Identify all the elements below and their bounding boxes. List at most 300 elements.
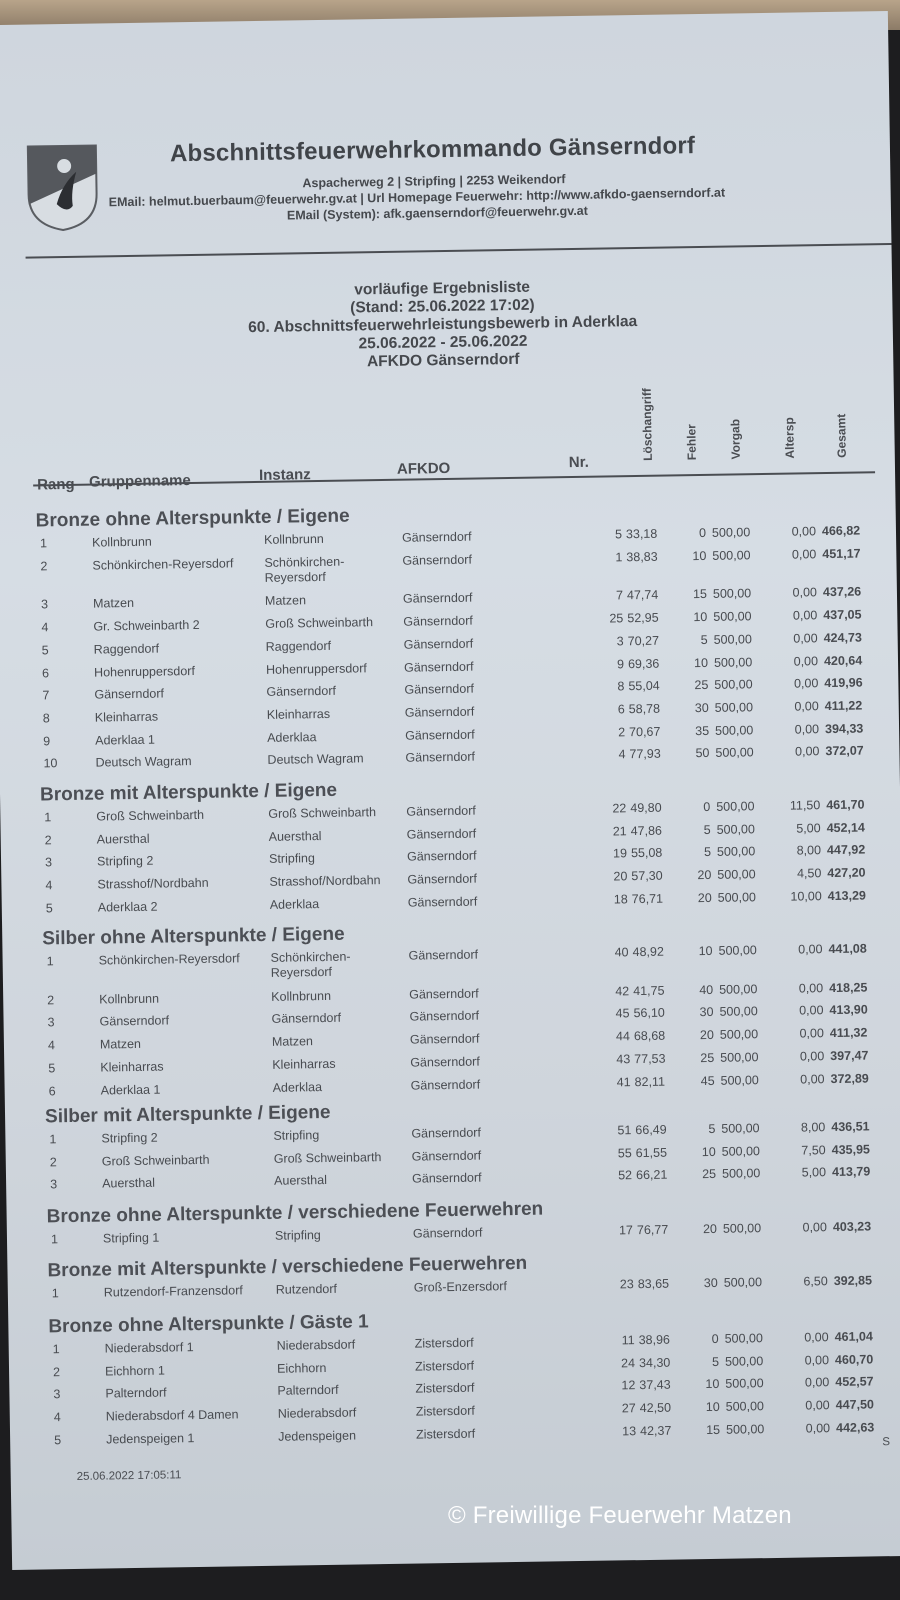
cell-altersp: 10,00 bbox=[790, 888, 822, 904]
cell-loeschangriff: 68,68 bbox=[633, 1028, 666, 1044]
cell-loeschangriff: 82,11 bbox=[634, 1074, 666, 1089]
cell-instanz: Kollnbrunn bbox=[271, 988, 332, 1004]
cell-instanz-line1: Schönkirchen- bbox=[270, 949, 351, 965]
cell-instanz: Aderklaa bbox=[267, 729, 317, 745]
cell-instanz: Gänserndorf bbox=[266, 683, 337, 700]
cell-gesamt: 447,50 bbox=[835, 1397, 875, 1413]
cell-nr: 44 bbox=[615, 1029, 630, 1044]
cell-gesamt: 413,90 bbox=[829, 1002, 868, 1018]
cell-altersp: 0,00 bbox=[800, 1071, 825, 1087]
cell-afkdo: Gänserndorf bbox=[403, 613, 473, 629]
cell-nr: 12 bbox=[621, 1378, 636, 1393]
cell-instanz: Groß Schweinbarth bbox=[273, 1149, 382, 1166]
cell-altersp: 0,00 bbox=[791, 524, 817, 539]
cell-altersp: 5,00 bbox=[796, 820, 821, 836]
cell-altersp: 0,00 bbox=[791, 546, 817, 562]
cell-fehler: 30 bbox=[699, 1005, 714, 1020]
cell-loeschangriff: 83,65 bbox=[637, 1276, 670, 1292]
cell-rang: 6 bbox=[48, 1083, 56, 1098]
cell-vorgab: 500,00 bbox=[718, 943, 757, 958]
cell-afkdo: Zistersdorf bbox=[414, 1335, 474, 1351]
cell-altersp: 0,00 bbox=[804, 1330, 829, 1345]
cell-vorgab: 500,00 bbox=[717, 867, 756, 882]
cell-instanz: Stripfing bbox=[268, 851, 316, 867]
cell-rang: 3 bbox=[50, 1177, 58, 1192]
cell-loeschangriff: 33,18 bbox=[625, 526, 658, 542]
cell-vorgab: 500,00 bbox=[714, 722, 754, 738]
cell-rang: 5 bbox=[54, 1432, 62, 1448]
cell-loeschangriff: 38,96 bbox=[638, 1332, 671, 1348]
cell-fehler: 20 bbox=[699, 1027, 714, 1043]
cell-vorgab: 500,00 bbox=[721, 1121, 760, 1136]
cell-instanz: Niederabsdorf bbox=[277, 1405, 357, 1421]
cell-gesamt: 452,14 bbox=[826, 820, 865, 835]
cell-instanz: Rutzendorf bbox=[275, 1281, 338, 1297]
cell-loeschangriff: 61,55 bbox=[635, 1145, 668, 1160]
results-heading: vorläufige Ergebnisliste bbox=[354, 278, 531, 299]
cell-altersp: 0,00 bbox=[799, 1026, 824, 1041]
cell-fehler: 15 bbox=[692, 587, 708, 602]
cell-altersp: 0,00 bbox=[793, 653, 819, 669]
column-header-nr: Nr. bbox=[568, 453, 590, 472]
cell-loeschangriff: 48,92 bbox=[632, 944, 664, 960]
cell-loeschangriff: 38,83 bbox=[626, 549, 658, 564]
cell-vorgab: 500,00 bbox=[725, 1399, 765, 1414]
cell-instanz: Aderklaa bbox=[269, 896, 320, 912]
cell-gruppenname: Gänserndorf bbox=[94, 686, 165, 702]
cell-loeschangriff: 56,10 bbox=[633, 1006, 665, 1021]
cell-altersp: 0,00 bbox=[794, 721, 820, 737]
header-divider bbox=[26, 243, 892, 259]
cell-vorgab: 500,00 bbox=[716, 844, 756, 860]
cell-fehler: 10 bbox=[705, 1399, 720, 1415]
cell-nr: 40 bbox=[614, 945, 629, 960]
cell-loeschangriff: 41,75 bbox=[633, 983, 665, 998]
cell-gruppenname: Niederabsdorf 4 Damen bbox=[105, 1407, 239, 1424]
cell-gesamt: 403,23 bbox=[832, 1219, 872, 1235]
cell-nr: 42 bbox=[615, 983, 630, 999]
cell-afkdo: Gänserndorf bbox=[412, 1225, 483, 1241]
cell-gruppenname: Kollnbrunn bbox=[99, 991, 160, 1007]
cell-instanz: Matzen bbox=[271, 1034, 314, 1049]
cell-nr: 52 bbox=[618, 1168, 633, 1183]
cell-gesamt: 447,92 bbox=[826, 842, 866, 858]
cell-loeschangriff: 37,43 bbox=[639, 1377, 671, 1393]
cell-altersp: 0,00 bbox=[804, 1375, 830, 1390]
cell-rang: 3 bbox=[53, 1387, 61, 1402]
cell-instanz: Stripfing bbox=[274, 1228, 321, 1243]
cell-nr: 2 bbox=[618, 724, 626, 739]
cell-nr: 9 bbox=[616, 656, 625, 671]
cell-nr: 4 bbox=[618, 747, 626, 762]
section-heading: Silber ohne Alterspunkte / Eigene bbox=[42, 923, 345, 950]
cell-nr: 19 bbox=[612, 846, 628, 861]
cell-fehler: 10 bbox=[693, 610, 708, 625]
cell-instanz: Kleinharras bbox=[272, 1056, 336, 1072]
cell-nr: 13 bbox=[622, 1423, 637, 1439]
cell-gruppenname: Stripfing 2 bbox=[101, 1130, 158, 1146]
cell-gesamt: 418,25 bbox=[829, 980, 868, 995]
cell-gesamt: 411,32 bbox=[829, 1025, 868, 1041]
cell-gesamt: 413,29 bbox=[827, 888, 867, 903]
cell-altersp: 0,00 bbox=[794, 699, 819, 714]
cell-rang: 8 bbox=[42, 711, 50, 726]
cell-altersp: 6,50 bbox=[803, 1274, 828, 1289]
cell-altersp: 0,00 bbox=[805, 1420, 831, 1436]
cell-afkdo: Gänserndorf bbox=[410, 1077, 481, 1093]
cell-afkdo: Gänserndorf bbox=[405, 749, 476, 765]
cell-vorgab: 500,00 bbox=[715, 745, 754, 761]
cell-altersp: 8,00 bbox=[800, 1120, 826, 1135]
cell-afkdo: Gänserndorf bbox=[407, 871, 477, 887]
cell-vorgab: 500,00 bbox=[721, 1143, 761, 1159]
cell-gesamt: 461,04 bbox=[834, 1329, 873, 1345]
column-header-gruppenname: Gruppenname bbox=[88, 472, 191, 491]
cell-fehler: 20 bbox=[702, 1221, 718, 1237]
cell-vorgab: 500,00 bbox=[725, 1421, 765, 1437]
cell-loeschangriff: 47,74 bbox=[626, 588, 659, 603]
cell-fehler: 25 bbox=[702, 1167, 717, 1182]
cell-nr: 55 bbox=[617, 1145, 632, 1161]
cell-afkdo: Gänserndorf bbox=[406, 826, 477, 842]
cell-vorgab: 500,00 bbox=[719, 981, 758, 997]
cell-vorgab: 500,00 bbox=[711, 525, 751, 540]
cell-rang: 3 bbox=[47, 1015, 55, 1030]
cell-vorgab: 500,00 bbox=[720, 1049, 759, 1065]
cell-nr: 11 bbox=[621, 1333, 635, 1348]
cell-loeschangriff: 55,04 bbox=[628, 678, 660, 694]
cell-nr: 27 bbox=[621, 1401, 636, 1416]
cell-afkdo: Zistersdorf bbox=[415, 1403, 475, 1419]
cell-gesamt: 466,82 bbox=[821, 523, 861, 539]
cell-nr: 25 bbox=[609, 611, 624, 626]
cell-rang: 1 bbox=[46, 954, 54, 969]
cell-afkdo: Gänserndorf bbox=[401, 529, 472, 545]
cell-gruppenname: Matzen bbox=[99, 1036, 142, 1052]
cell-vorgab: 500,00 bbox=[719, 1027, 759, 1042]
cell-vorgab: 500,00 bbox=[724, 1353, 764, 1369]
cell-rang: 3 bbox=[40, 597, 49, 612]
cell-rang: 1 bbox=[50, 1232, 59, 1247]
cell-gruppenname: Eichhorn 1 bbox=[104, 1363, 165, 1379]
cell-gesamt: 461,70 bbox=[826, 797, 865, 813]
section-heading: Bronze ohne Alterspunkte / verschiedene Feuerwehren bbox=[46, 1198, 544, 1228]
cell-gruppenname: Aderklaa 1 bbox=[100, 1082, 161, 1098]
cell-rang: 5 bbox=[41, 643, 49, 658]
cell-fehler: 25 bbox=[700, 1050, 715, 1065]
cell-afkdo: Gänserndorf bbox=[409, 1008, 480, 1025]
cell-loeschangriff: 77,53 bbox=[634, 1051, 666, 1066]
cell-altersp: 0,00 bbox=[802, 1220, 828, 1235]
cell-rang: 1 bbox=[39, 536, 48, 551]
cell-loeschangriff: 76,77 bbox=[636, 1222, 669, 1238]
cell-nr: 43 bbox=[616, 1051, 631, 1067]
cell-nr: 7 bbox=[615, 588, 624, 603]
print-timestamp: 25.06.2022 17:05:11 bbox=[76, 1469, 182, 1483]
cell-nr: 1 bbox=[615, 549, 623, 565]
cell-loeschangriff: 42,37 bbox=[639, 1423, 672, 1438]
cell-instanz-line1: Schönkirchen- bbox=[264, 554, 345, 570]
cell-afkdo: Zistersdorf bbox=[415, 1381, 475, 1397]
cell-afkdo: Gänserndorf bbox=[406, 848, 477, 865]
cell-gesamt: 437,26 bbox=[822, 584, 862, 600]
cell-vorgab: 500,00 bbox=[716, 799, 755, 814]
cell-vorgab: 500,00 bbox=[712, 547, 751, 563]
cell-instanz: Groß Schweinbarth bbox=[268, 805, 377, 821]
cell-gruppenname: Schönkirchen-Reyersdorf bbox=[92, 556, 234, 573]
cell-loeschangriff: 49,80 bbox=[630, 800, 662, 816]
cell-loeschangriff: 34,30 bbox=[638, 1355, 671, 1370]
cell-instanz: Niederabsdorf bbox=[276, 1337, 356, 1353]
cell-fehler: 20 bbox=[697, 890, 712, 905]
cell-loeschangriff: 69,36 bbox=[627, 656, 660, 671]
cell-nr: 22 bbox=[612, 801, 627, 816]
cell-fehler: 10 bbox=[701, 1144, 716, 1159]
cell-instanz bbox=[270, 950, 350, 981]
cell-altersp: 0,00 bbox=[792, 585, 818, 600]
cell-gesamt: 441,08 bbox=[828, 941, 867, 957]
cell-afkdo: Gänserndorf bbox=[405, 727, 475, 743]
cell-gruppenname: Niederabsdorf 1 bbox=[104, 1340, 194, 1356]
column-header-instanz: Instanz bbox=[258, 466, 311, 484]
cell-instanz: Auersthal bbox=[274, 1173, 328, 1189]
cell-rang: 3 bbox=[44, 855, 53, 870]
cell-vorgab: 500,00 bbox=[719, 1004, 758, 1020]
cell-gruppenname: Palterndorf bbox=[105, 1385, 167, 1401]
cell-afkdo: Gänserndorf bbox=[411, 1125, 481, 1141]
cell-instanz: Palterndorf bbox=[277, 1383, 339, 1399]
cell-nr: 51 bbox=[617, 1123, 632, 1138]
cell-nr: 8 bbox=[617, 679, 625, 694]
cell-vorgab: 500,00 bbox=[723, 1275, 763, 1290]
cell-afkdo: Groß-Enzersdorf bbox=[413, 1279, 507, 1295]
cell-gruppenname: Aderklaa 1 bbox=[95, 732, 156, 748]
cell-vorgab: 500,00 bbox=[714, 677, 753, 693]
cell-rang: 2 bbox=[47, 992, 55, 1008]
cell-instanz: Stripfing bbox=[273, 1128, 320, 1143]
cell-afkdo: Gänserndorf bbox=[407, 894, 478, 910]
section-heading: Bronze mit Alterspunkte / Eigene bbox=[39, 779, 338, 806]
cell-altersp: 0,00 bbox=[794, 744, 820, 759]
cell-afkdo: Gänserndorf bbox=[402, 591, 473, 607]
cell-afkdo: Gänserndorf bbox=[403, 659, 474, 675]
cell-fehler: 10 bbox=[698, 943, 713, 959]
cell-altersp: 0,00 bbox=[805, 1398, 830, 1413]
cell-instanz-line2: Reyersdorf bbox=[270, 964, 333, 980]
results-timestamp: (Stand: 25.06.2022 17:02) bbox=[350, 296, 535, 317]
cell-fehler: 0 bbox=[698, 525, 707, 541]
cell-afkdo: Zistersdorf bbox=[415, 1426, 476, 1442]
cell-altersp: 0,00 bbox=[798, 942, 823, 957]
cell-afkdo: Zistersdorf bbox=[414, 1358, 475, 1374]
cell-instanz: Jedenspeigen bbox=[278, 1428, 357, 1444]
cell-gruppenname: Gr. Schweinbarth 2 bbox=[93, 618, 200, 634]
cell-gruppenname: Kollnbrunn bbox=[91, 534, 152, 550]
page-marker: S bbox=[882, 1436, 891, 1449]
cell-gesamt: 435,95 bbox=[831, 1142, 871, 1157]
cell-afkdo: Gänserndorf bbox=[411, 1170, 482, 1187]
cell-fehler: 5 bbox=[703, 845, 712, 860]
cell-gesamt: 420,64 bbox=[823, 653, 863, 668]
cell-gruppenname: Matzen bbox=[92, 596, 135, 611]
cell-vorgab: 500,00 bbox=[721, 1166, 761, 1182]
cell-fehler: 45 bbox=[700, 1073, 715, 1088]
cell-vorgab: 500,00 bbox=[713, 609, 752, 624]
cell-gruppenname: Groß Schweinbarth bbox=[101, 1152, 210, 1169]
cell-rang: 1 bbox=[44, 810, 52, 825]
cell-gruppenname: Kleinharras bbox=[100, 1059, 164, 1075]
organization-system-email: EMail (System): afk.gaenserndorf@feuerwehr.gv.at bbox=[286, 203, 588, 223]
cell-fehler: 30 bbox=[703, 1275, 718, 1291]
cell-fehler: 40 bbox=[699, 982, 714, 997]
cell-rang: 4 bbox=[45, 878, 53, 893]
organization-email-line: EMail: helmut.buerbaum@feuerwehr.gv.at | Url Homepage Feuerwehr: http://www.afkdo-gaenserndorf.at bbox=[108, 185, 726, 210]
cell-afkdo: Gänserndorf bbox=[406, 803, 476, 819]
cell-vorgab: 500,00 bbox=[712, 586, 752, 602]
cell-altersp: 8,00 bbox=[796, 843, 822, 858]
cell-fehler: 15 bbox=[706, 1422, 721, 1437]
cell-instanz: Strasshof/Nordbahn bbox=[269, 873, 381, 889]
cell-gesamt: 419,96 bbox=[824, 675, 863, 691]
cell-vorgab: 500,00 bbox=[714, 700, 754, 715]
cell-rang: 2 bbox=[49, 1154, 57, 1170]
cell-gruppenname: Raggendorf bbox=[93, 641, 160, 657]
cell-rang: 4 bbox=[47, 1038, 56, 1053]
cell-fehler: 5 bbox=[711, 1354, 720, 1369]
cell-gruppenname: Auersthal bbox=[102, 1176, 156, 1191]
cell-altersp: 5,00 bbox=[801, 1165, 827, 1180]
cell-rang: 1 bbox=[51, 1286, 59, 1301]
cell-gesamt: 411,22 bbox=[824, 698, 863, 713]
cell-nr: 17 bbox=[618, 1223, 634, 1238]
cell-instanz: Eichhorn bbox=[276, 1360, 327, 1376]
cell-vorgab: 500,00 bbox=[720, 1072, 759, 1088]
cell-instanz: Hohenruppersdorf bbox=[265, 660, 367, 677]
cell-fehler: 10 bbox=[705, 1377, 720, 1392]
cell-fehler: 5 bbox=[708, 1121, 716, 1136]
column-header-vorgab: Vorgab bbox=[728, 418, 743, 460]
cell-rang: 5 bbox=[45, 901, 53, 916]
cell-loeschangriff: 52,95 bbox=[627, 610, 659, 626]
cell-fehler: 10 bbox=[692, 548, 707, 563]
cell-loeschangriff: 76,71 bbox=[631, 891, 664, 906]
cell-instanz bbox=[264, 554, 344, 585]
cell-gesamt: 437,05 bbox=[823, 607, 862, 623]
cell-gruppenname: Stripfing 2 bbox=[96, 854, 154, 869]
cell-rang: 2 bbox=[52, 1364, 61, 1379]
cell-gruppenname: Hohenruppersdorf bbox=[93, 663, 195, 680]
cell-fehler: 5 bbox=[700, 632, 708, 647]
cell-gruppenname: Jedenspeigen 1 bbox=[106, 1430, 195, 1447]
cell-afkdo: Gänserndorf bbox=[409, 1031, 480, 1047]
cell-altersp: 11,50 bbox=[789, 798, 821, 813]
cell-altersp: 0,00 bbox=[793, 676, 819, 691]
cell-afkdo: Gänserndorf bbox=[408, 947, 479, 963]
cell-instanz: Gänserndorf bbox=[271, 1011, 342, 1027]
cell-afkdo: Gänserndorf bbox=[409, 986, 479, 1002]
column-header-fehler: Fehler bbox=[684, 424, 699, 461]
cell-gruppenname: Aderklaa 2 bbox=[97, 899, 158, 915]
cell-vorgab: 500,00 bbox=[717, 890, 757, 905]
cell-gesamt: 442,63 bbox=[835, 1420, 875, 1435]
cell-gruppenname: Stripfing 1 bbox=[102, 1230, 160, 1246]
cell-altersp: 0,00 bbox=[804, 1352, 830, 1368]
cell-gesamt: 424,73 bbox=[823, 630, 862, 645]
cell-vorgab: 500,00 bbox=[716, 821, 755, 837]
competition-title: 60. Abschnittsfeuerwehrleistungsbewerb in Aderklaa bbox=[248, 313, 638, 337]
cell-altersp: 0,00 bbox=[792, 608, 818, 623]
cell-gesamt: 392,85 bbox=[833, 1273, 873, 1289]
cell-gesamt: 397,47 bbox=[830, 1048, 869, 1063]
cell-nr: 18 bbox=[613, 892, 628, 907]
cell-loeschangriff: 77,93 bbox=[629, 746, 661, 762]
section-heading: Bronze ohne Alterspunkte / Gäste 1 bbox=[48, 1311, 369, 1338]
copyright-watermark: © Freiwillige Feuerwehr Matzen bbox=[448, 1502, 792, 1529]
cell-instanz: Deutsch Wagram bbox=[267, 751, 364, 768]
column-header-rang: Rang bbox=[37, 475, 75, 494]
cell-gesamt: 460,70 bbox=[834, 1352, 874, 1367]
cell-instanz: Auersthal bbox=[268, 828, 322, 844]
cell-rang: 2 bbox=[40, 558, 48, 574]
cell-gruppenname: Deutsch Wagram bbox=[95, 754, 192, 770]
document-page bbox=[0, 11, 900, 1570]
cell-nr: 3 bbox=[616, 634, 624, 649]
cell-rang: 10 bbox=[43, 756, 58, 771]
cell-afkdo: Gänserndorf bbox=[411, 1148, 482, 1164]
cell-altersp: 0,00 bbox=[799, 1048, 825, 1064]
cell-nr: 6 bbox=[617, 702, 625, 717]
competition-organizer: AFKDO Gänserndorf bbox=[366, 350, 520, 371]
cell-loeschangriff: 70,27 bbox=[627, 633, 660, 648]
cell-fehler: 20 bbox=[697, 867, 712, 883]
cell-loeschangriff: 70,67 bbox=[628, 724, 661, 739]
cell-rang: 9 bbox=[43, 733, 51, 748]
cell-fehler: 25 bbox=[694, 678, 709, 693]
cell-altersp: 4,50 bbox=[796, 866, 822, 881]
cell-instanz: Kollnbrunn bbox=[263, 531, 324, 547]
cell-fehler: 5 bbox=[703, 822, 711, 837]
cell-rang: 4 bbox=[53, 1410, 61, 1425]
cell-gesamt: 427,20 bbox=[827, 865, 866, 881]
cell-nr: 20 bbox=[613, 869, 628, 884]
cell-fehler: 0 bbox=[711, 1331, 719, 1346]
cell-gesamt: 394,33 bbox=[824, 721, 864, 736]
cell-rang: 5 bbox=[48, 1061, 56, 1076]
cell-instanz: Kleinharras bbox=[266, 706, 331, 722]
cell-gesamt: 372,89 bbox=[830, 1070, 869, 1086]
cell-altersp: 0,00 bbox=[793, 631, 818, 646]
cell-instanz: Raggendorf bbox=[265, 638, 332, 654]
cell-instanz: Groß Schweinbarth bbox=[265, 615, 374, 631]
cell-afkdo: Gänserndorf bbox=[403, 636, 474, 652]
cell-gesamt: 451,17 bbox=[822, 546, 861, 561]
cell-rang: 6 bbox=[41, 665, 50, 680]
column-header-afkdo: AFKDO bbox=[396, 459, 451, 478]
cell-gruppenname: Auersthal bbox=[96, 831, 150, 847]
afkdo-crest-logo bbox=[26, 143, 99, 232]
column-header-loeschangriff: Löschangriff bbox=[639, 388, 655, 461]
cell-vorgab: 500,00 bbox=[722, 1221, 762, 1236]
cell-nr: 41 bbox=[616, 1074, 631, 1089]
cell-loeschangriff: 47,86 bbox=[630, 823, 663, 838]
cell-nr: 21 bbox=[612, 823, 627, 839]
cell-gesamt: 436,51 bbox=[831, 1119, 870, 1135]
cell-altersp: 7,50 bbox=[801, 1142, 826, 1158]
competition-dates: 25.06.2022 - 25.06.2022 bbox=[358, 332, 528, 353]
cell-fehler: 0 bbox=[703, 799, 711, 815]
section-heading: Bronze ohne Alterspunkte / Eigene bbox=[35, 505, 350, 532]
cell-vorgab: 500,00 bbox=[713, 632, 753, 647]
